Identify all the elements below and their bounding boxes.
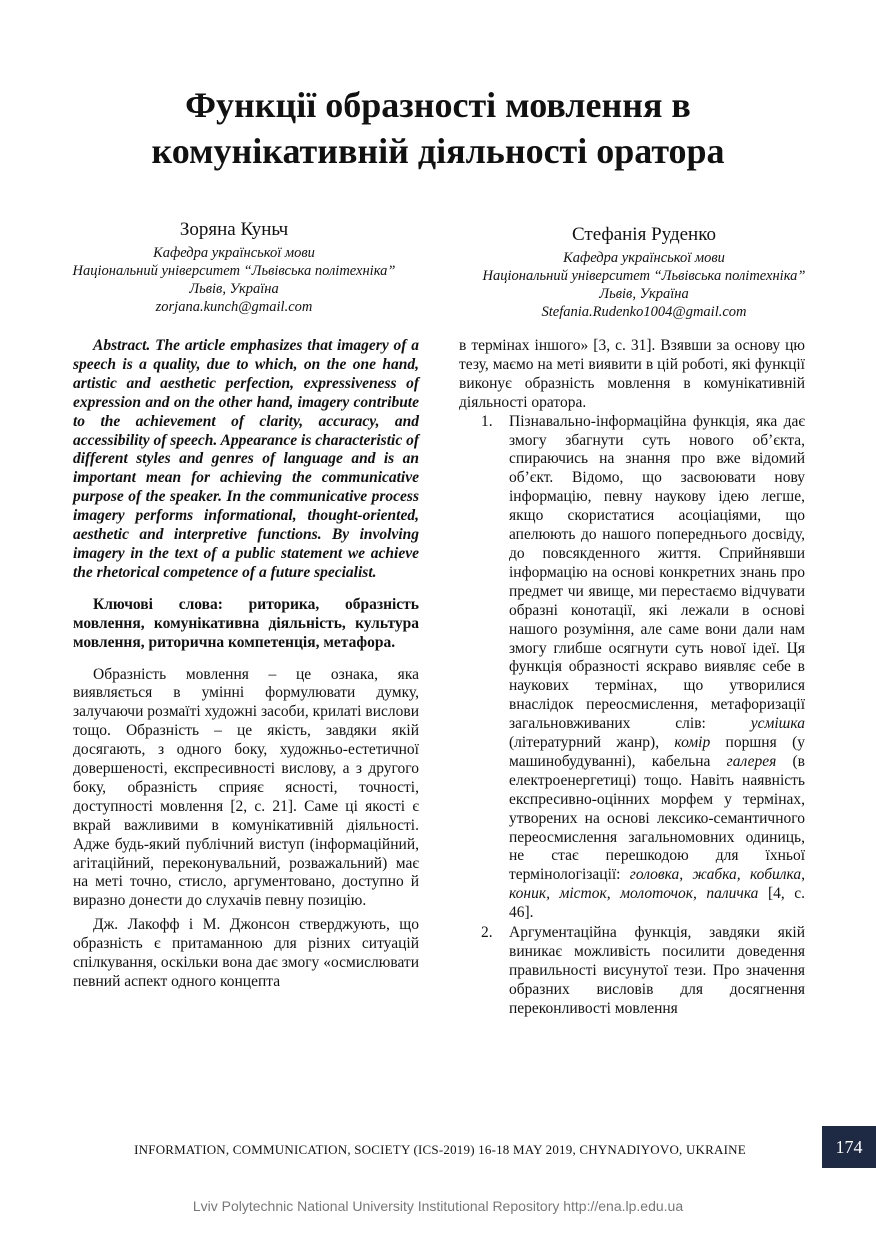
body-paragraph: Дж. Лакофф і М. Джонсон стверджують, що образність є притаманною для різних ситуацій спілкування, оскільки вона дає змогу «осмислювати певний аспект одного концепта [73,916,419,990]
list-number: 2. [481,924,493,942]
author-department: Кафедра української мови [153,245,315,261]
author-block-2 [458,223,830,321]
paper-title-line-2: комунікативній діяльності оратора [151,131,725,171]
right-column [459,337,805,1019]
numbered-list-item [459,924,805,1019]
list-text: (в електроенергетиці) тощо. Навіть наявність експресивно-оцінних морфем у термінах, утворених на основі лексико-семантичного переосмислення загальномовних одиниць, не стає перешкодою для їхньої термінологізації: [509,752,805,884]
author-university: Національний університет “Львівська політехніка” [72,263,396,279]
paper-title-line-1: Функції образності мовлення в [185,85,691,125]
list-number: 1. [481,412,493,430]
term-italic: усмішка [750,715,805,733]
author-name: Стефанія Руденко [572,224,716,245]
repository-link[interactable]: Lviv Polytechnic National University Institutional Repository http://ena.lp.edu.ua [192,1198,684,1214]
term-italic: галерея [726,752,777,770]
term-italic: головка, жабка, кобилка, коник, місток, молоточок, паличка [509,866,805,903]
keywords: Ключові слова: риторика, образність мовлення, комунікативна діяльність, культура мовлення, риторична компетенція, метафора. [73,595,419,651]
author-location: Львів, Україна [599,286,689,302]
list-text: поршня (у машинобудуванні), кабельна [509,734,805,770]
author-email: zorjana.kunch@gmail.com [155,299,313,315]
left-column [73,337,419,992]
author-university: Національний університет “Львівська політехніка” [482,268,806,284]
numbered-list-item [459,413,805,923]
term-italic: комір [674,734,711,752]
list-text: (літературний жанр), [509,734,675,752]
author-block-1 [50,218,418,316]
paper-title [60,82,816,174]
body-paragraph-continued: в термінах іншого» [3, с. 31]. Взявши за основу цю тезу, маємо на меті виявити в цій роботі, які функції виконує образність мовлення в комунікативній діяльності оратора. [459,337,805,411]
author-name: Зоряна Куньч [179,219,289,240]
list-text: Пізнавально-інформаційна функція, яка дає змогу збагнути суть нового об’єкта, спираючись на знання про вже відомий об’єкт. Відомо, що засвоювати нову інформацію, певну наукову ідею легше, якщо скористатися асоціаціями, що апелюють до нашого попереднього досвіду, до повсякденного життя. Сприйнявши інформацію на основі конкретних знань про предмет чи явище, ми перестаємо відчувати образні конотації, які лежали в основі нашого розуміння, але саме вони дали нам змогу глибше осягнути суть нової ідеї. Ця функція образності яскраво виявляє себе в наукових термінах, що утворилися внаслідок переосмислення, метафоризації загальновживаних слів: [509,412,805,733]
author-location: Львів, Україна [189,281,279,297]
author-email: Stefania.Rudenko1004@gmail.com [541,304,747,320]
body-paragraph: Образність мовлення – це ознака, яка виявляється в умінні формулювати думку, залучаючи розмаїті художні засоби, крилаті вислови тощо. Образність – це якість, завдяки якій досягають, з одного боку, художньо-естетичної довершеності, експресивності вислову, а з другого боку, образність сприяє ясності, точності, доступності мовлення [2, с. 21]. Саме ці якості є вкрай важливими в комунікативній діяльності. Адже будь-який публічний виступ (інформаційний, агітаційний, переконувальний, розважальний) має на меті точно, стисло, аргументовано, доступно й виразно донести до слухачів певну позицію. [73,665,419,910]
list-text: Аргументаційна функція, завдяки якій виникає можливість посилити доведення правильності висунутої тези. Про значення образних висловів для досягнення переконливості мовлення [509,924,805,1017]
author-department: Кафедра української мови [563,250,725,266]
conference-footer: INFORMATION, COMMUNICATION, SOCIETY (ICS-2019) 16-18 MAY 2019, CHYNADIYOVO, UKRAINE [134,1142,746,1157]
page-number: 174 [822,1126,876,1168]
abstract: Abstract. The article emphasizes that imagery of a speech is a quality, due to which, on the one hand, artistic and aesthetic perfection, expressiveness of expression and on the other hand, imagery contribute to the achievement of clarity, accuracy, and accessibility of speech. Appearance is characteristic of different styles and genres of language and is an important mean for achieving the communicative purpose of the speaker. In the communicative process imagery performs informational, thought-oriented, aesthetic and interpretive functions. By involving imagery in the text of a public statement we achieve the rhetorical competence of a future specialist. [73,337,419,581]
list-text: [4, с. 46]. [509,885,805,922]
